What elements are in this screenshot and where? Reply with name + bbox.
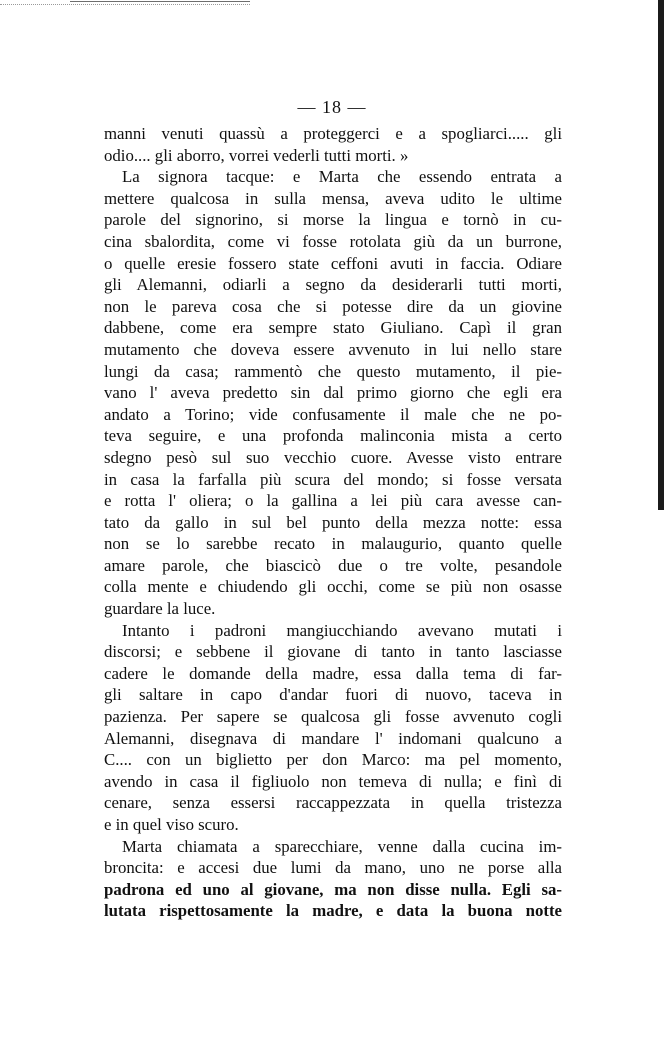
text-line: Marta chiamata a sparecchiare, venne dalla cucina im- [122,836,562,856]
text-line: o quelle eresie fossero state ceffoni avuti in faccia. Odiare [104,253,562,273]
text-line: avendo in casa il figliuolo non temeva di nulla; e finì di [104,771,562,791]
text-line: pazienza. Per sapere se qualcosa gli fosse avvenuto cogli [104,707,562,727]
text-line: manni venuti quassù a proteggerci e a spogliarci..... gli [104,124,562,143]
text-line: parole del signorino, si morse la lingua e tornò in cu- [104,210,562,230]
text-line: amare parole, che biascicò due o tre volte, pesandole [104,555,562,575]
text-line: broncita: e accesi due lumi da mano, uno ne porse alla [104,858,562,878]
text-line: La signora tacque: e Marta che essendo entrata a [122,167,562,187]
text-line: padrona ed uno al giovane, ma non disse nulla. Egli sa- [104,879,562,899]
text-line: e in quel viso scuro. [104,815,239,834]
text-line: C.... con un biglietto per don Marco: ma pel momento, [104,750,562,770]
text-line: Alemanni, disegnava di mandare l' indomani qualcuno a [104,728,562,748]
text-line: vano l' aveva predetto sin dal primo giorno che egli era [104,383,562,403]
text-line: dabbene, come era sempre stato Giuliano. Capì il gran [104,318,562,338]
text-line: andato a Torino; vide confusamente il male che ne po- [104,404,562,424]
text-line: mutamento che doveva essere avvenuto in lui nello stare [104,339,562,359]
text-line: cenare, senza essersi raccappezzata in quella tristezza [104,793,562,813]
text-line: teva seguire, e una profonda malinconia mista a certo [104,426,562,446]
text-line: guardare la luce. [104,599,216,619]
text-line: discorsi; e sebbene il giovane di tanto in tanto lasciasse [104,642,562,662]
text-line: in casa la farfalla più scura del mondo; si fosse versata [104,469,562,489]
text-line: lutata rispettosamente la madre, e data la buona notte [104,901,562,921]
text-line: gli saltare in capo d'andar fuori di nuovo, taceva in [104,685,562,705]
text-line: gli Alemanni, odiarli a segno da desiderarli tutti morti, [104,275,562,295]
text-line: Intanto i padroni mangiucchiando avevano mutati i [122,620,562,640]
text-line: sdegno pesò sul suo vecchio cuore. Avesse visto entrare [104,447,562,467]
text-line: odio.... gli aborro, vorrei vederli tutti morti. » [104,145,409,165]
page-number: — 18 — [297,97,367,117]
text-line: mettere qualcosa in sulla mensa, aveva udito le ultime [104,188,562,208]
text-line: non se lo sarebbe recato in malaugurio, quanto quelle [104,534,562,554]
text-line: lungi da casa; rammentò che questo mutamento, il pie- [104,361,562,381]
scan-edge-mark [0,0,250,5]
text-line: e rotta l' oliera; o la gallina a lei più cara avesse can- [104,491,562,511]
scan-right-edge [658,0,664,510]
text-line: cina sbalordita, come vi fosse rotolata giù da un burrone, [104,231,562,251]
text-line: non le pareva cosa che si potesse dire da un giovine [104,296,562,316]
text-line: colla mente e chiudendo gli occhi, come se più non osasse [104,577,562,597]
text-line: tato da gallo in sul bel punto della mezza notte: essa [104,512,562,532]
text-line: cadere le domande della madre, essa dalla tema di far- [104,663,562,683]
body-text [104,123,562,922]
